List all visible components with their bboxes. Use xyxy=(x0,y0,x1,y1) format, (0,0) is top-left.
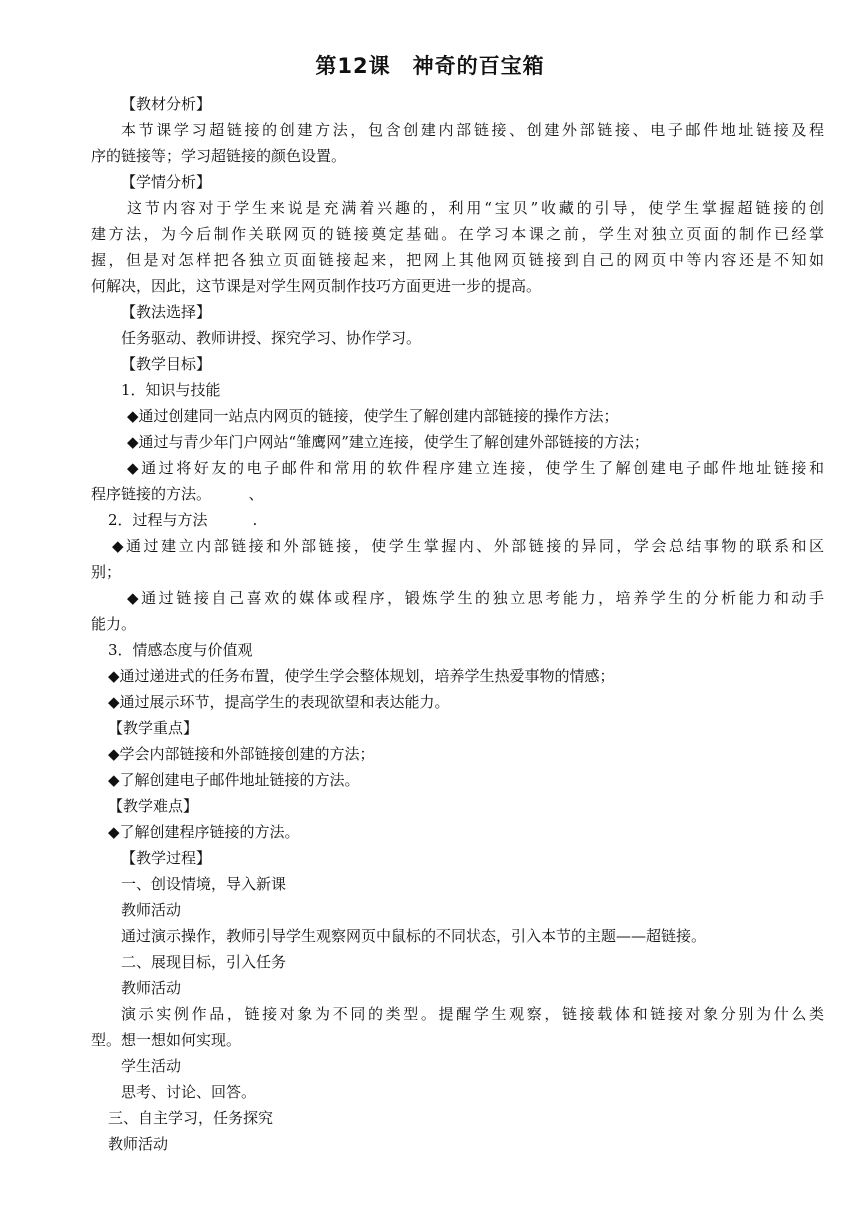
subheading: 一、创设情境，导入新课 xyxy=(121,875,287,893)
paragraph-line: 思考、讨论、回答。 xyxy=(121,1083,257,1101)
lesson-number: 第12课 xyxy=(315,54,391,78)
bullet-item: ◆通过展示环节，提高学生的表现欲望和表达能力。 xyxy=(108,693,450,711)
paragraph-line: 本节课学习超链接的创建方法，包含创建内部链接、创建外部链接、电子邮件地址链接及程 xyxy=(121,121,824,139)
bullet-item: ◆通过链接自己喜欢的媒体或程序，锻炼学生的独立思考能力，培养学生的分析能力和动手 xyxy=(127,589,824,607)
bullet-item: ◆通过将好友的电子邮件和常用的软件程序建立连接，使学生了解创建电子邮件地址链接和 xyxy=(127,459,824,477)
page-title xyxy=(0,50,860,82)
bullet-item: ◆通过建立内部链接和外部链接，使学生掌握内、外部链接的异同，学会总结事物的联系和区 xyxy=(112,537,824,555)
section-heading-teaching-goals: 【教学目标】 xyxy=(121,355,212,373)
paragraph-line: 这节内容对于学生来说是充满着兴趣的，利用“宝贝”收藏的引导，使学生掌握超链接的创 xyxy=(127,199,824,217)
subheading: 2．过程与方法 . xyxy=(108,511,258,529)
activity-label: 教师活动 xyxy=(121,979,182,997)
subheading: 1．知识与技能 xyxy=(121,381,221,399)
bullet-item: ◆通过递进式的任务布置，使学生学会整体规划，培养学生热爱事物的情感； xyxy=(108,667,615,685)
paragraph-line: 通过演示操作，教师引导学生观察网页中鼠标的不同状态，引入本节的主题——超链接。 xyxy=(121,927,707,945)
paragraph-line: 序的链接等；学习超链接的颜色设置。 xyxy=(91,147,347,165)
paragraph-line: 别； xyxy=(91,563,122,581)
activity-label: 学生活动 xyxy=(121,1057,182,1075)
document-body xyxy=(0,91,860,1157)
section-heading-teaching-process: 【教学过程】 xyxy=(121,849,212,867)
lesson-name: 神奇的百宝箱 xyxy=(412,54,545,78)
section-heading-student-analysis: 【学情分析】 xyxy=(121,173,212,191)
subheading: 三、自主学习，任务探究 xyxy=(108,1109,274,1127)
activity-label: 教师活动 xyxy=(121,901,182,919)
section-heading-difficulties: 【教学难点】 xyxy=(108,797,199,815)
section-heading-key-points: 【教学重点】 xyxy=(108,719,199,737)
section-heading-teaching-methods: 【教法选择】 xyxy=(121,303,212,321)
paragraph-line: 握，但是对怎样把各独立页面链接起来，把网上其他网页链接到自己的网页中等内容还是不知如 xyxy=(91,251,824,269)
paragraph-line: 程序链接的方法。 、 xyxy=(91,485,264,503)
subheading: 二、展现目标，引入任务 xyxy=(121,953,287,971)
bullet-item: ◆学会内部链接和外部链接创建的方法； xyxy=(108,745,375,763)
section-heading-textbook-analysis: 【教材分析】 xyxy=(121,95,212,113)
bullet-item: ◆了解创建电子邮件地址链接的方法。 xyxy=(108,771,360,789)
activity-label: 教师活动 xyxy=(108,1135,169,1153)
bullet-item: ◆通过创建同一站点内网页的链接，使学生了解创建内部链接的操作方法； xyxy=(127,407,619,425)
paragraph-line: 任务驱动、教师讲授、探究学习、协作学习。 xyxy=(121,329,422,347)
paragraph-line: 能力。 xyxy=(91,615,137,633)
paragraph-line: 演示实例作品，链接对象为不同的类型。提醒学生观察，链接载体和链接对象分别为什么类 xyxy=(121,1005,824,1023)
paragraph-line: 型。想一想如何实现。 xyxy=(91,1031,242,1049)
bullet-item: ◆通过与青少年门户网站“雏鹰网”建立连接，使学生了解创建外部链接的方法； xyxy=(127,433,649,451)
paragraph-line: 建方法，为今后制作关联网页的链接奠定基础。在学习本课之前，学生对独立页面的制作已经掌 xyxy=(91,225,824,243)
paragraph-line: 何解决，因此，这节课是对学生网页制作技巧方面更进一步的提高。 xyxy=(91,277,542,295)
bullet-item: ◆了解创建程序链接的方法。 xyxy=(108,823,300,841)
subheading: 3．情感态度与价值观 xyxy=(108,641,253,659)
